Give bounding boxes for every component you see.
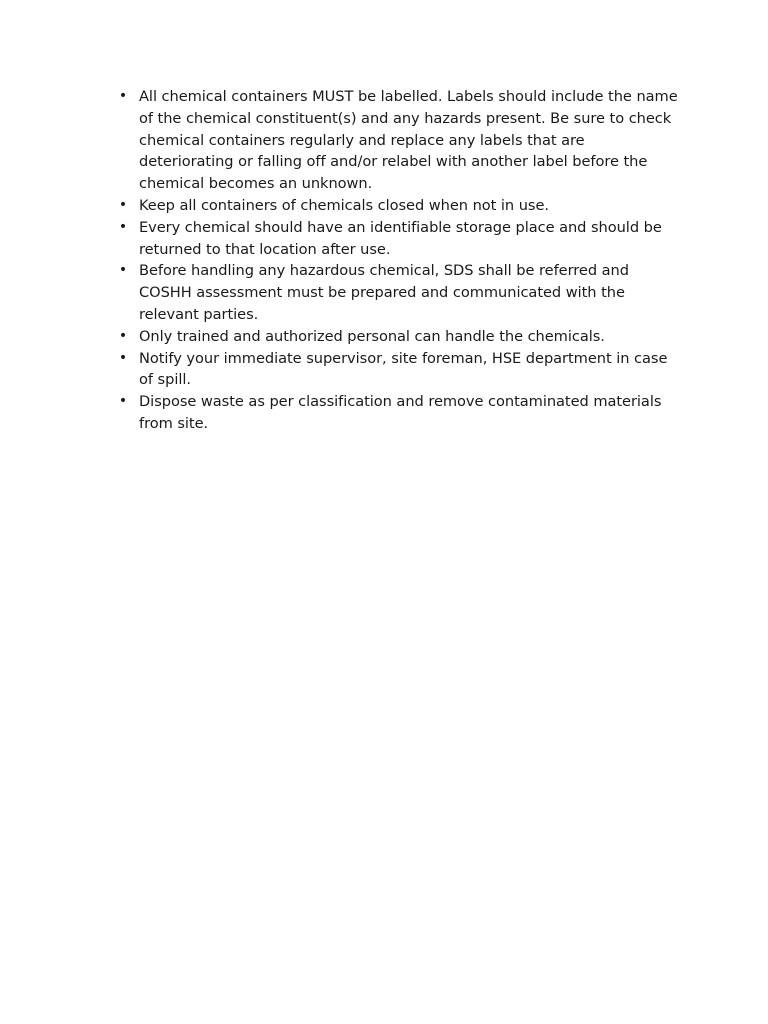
- list-item-text: Only trained and authorized personal can handle the chemicals.: [139, 327, 605, 345]
- bullet-icon: •: [118, 393, 128, 410]
- list-item: [118, 326, 679, 348]
- list-item-text: Dispose waste as per classification and remove contaminated materials from site.: [139, 393, 662, 432]
- list-item-text: All chemical containers MUST be labelled. Labels should include the name of the chemical constituent(s) and any hazards present. Be sure to check chemical containers regularly and replace any labels that are deteriorating or falling off and/or relabel with another label before the chemical becomes an unknown.: [139, 88, 678, 193]
- list-item: [118, 391, 679, 435]
- list-item-text: Keep all containers of chemicals closed when not in use.: [139, 196, 549, 214]
- bullet-icon: •: [118, 349, 128, 366]
- safety-guidelines-list: [118, 86, 679, 435]
- list-item: [118, 348, 679, 392]
- bullet-icon: •: [118, 218, 128, 235]
- list-item: [118, 217, 679, 261]
- bullet-icon: •: [118, 196, 128, 213]
- bullet-icon: •: [118, 88, 128, 104]
- bullet-icon: •: [118, 262, 128, 279]
- list-item-text: Every chemical should have an identifiable storage place and should be returned to that location after use.: [139, 218, 662, 258]
- bullet-icon: •: [118, 327, 128, 344]
- list-item: [118, 86, 679, 195]
- list-item: [118, 260, 679, 325]
- list-item-text: Before handling any hazardous chemical, SDS shall be referred and COSHH assessment must be prepared and communicated with the relevant parties.: [139, 262, 629, 323]
- list-item-text: Notify your immediate supervisor, site foreman, HSE department in case of spill.: [139, 349, 668, 389]
- list-item: [118, 195, 679, 217]
